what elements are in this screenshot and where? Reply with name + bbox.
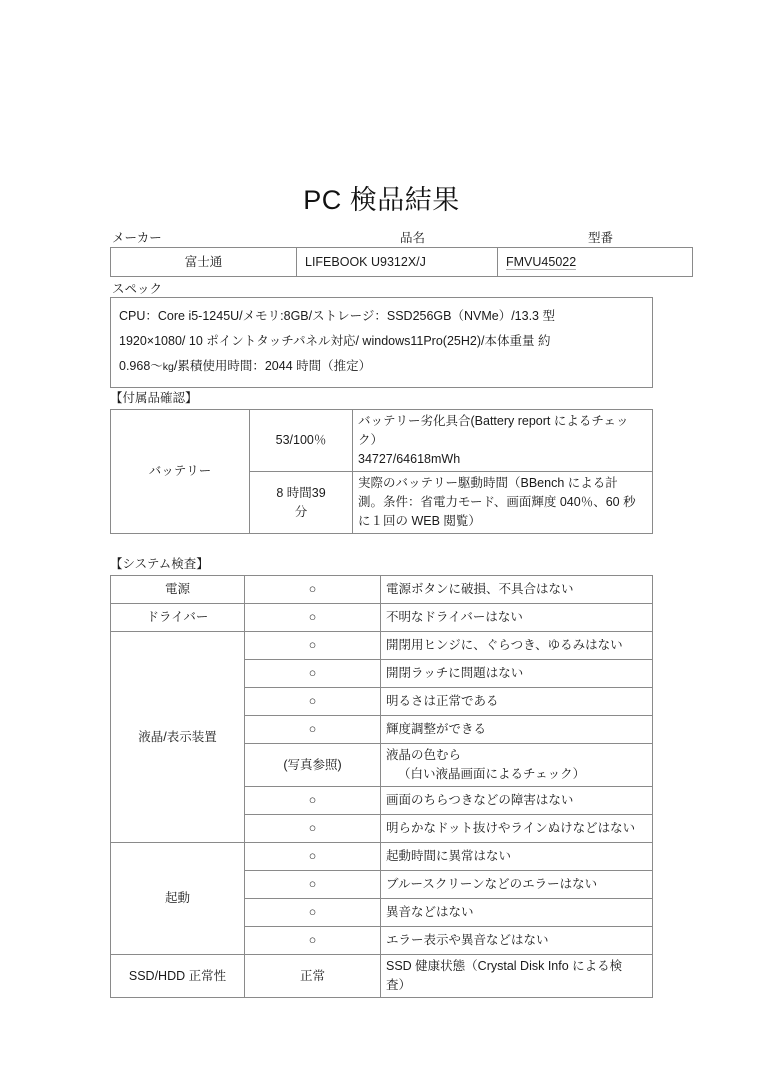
spec-line-2: 1920×1080/ 10 ポイントタッチパネル対応/ windows11Pro(25H2)/本体重量 約 xyxy=(119,334,551,348)
cell-description: 明らかなドット抜けやラインぬけなどはない xyxy=(381,815,653,843)
ok-circle-icon: ○ xyxy=(308,821,317,835)
cell-product-value: LIFEBOOK U9312X/J xyxy=(297,248,498,277)
cell-result xyxy=(245,787,381,815)
desc-line: SSD 健康状態（Crystal Disk Info による検 xyxy=(386,959,623,973)
spec-line-3-usage: /累積使用時間：2044 時間（推定） xyxy=(173,359,372,373)
cell-description: 明るさは正常である xyxy=(381,688,653,716)
ok-circle-icon: ○ xyxy=(308,849,317,863)
cell-result xyxy=(245,716,381,744)
ok-circle-icon: ○ xyxy=(308,933,317,947)
cell-result xyxy=(245,576,381,604)
cell-result xyxy=(245,815,381,843)
runtime-line: 8 時間39 xyxy=(276,485,326,500)
cell-battery-runtime-note xyxy=(353,472,653,534)
cell-description: 不明なドライバーはない xyxy=(381,604,653,632)
cell-result xyxy=(245,899,381,927)
cell-description: 異音などはない xyxy=(381,899,653,927)
spec-box xyxy=(110,297,653,388)
cell-description: 電源ボタンに破損、不具合はない xyxy=(381,576,653,604)
note-line: 測。条件：省電力モード、画面輝度 040％、60 秒 xyxy=(358,495,636,509)
desc-line: 査） xyxy=(386,978,412,992)
model-number-text: FMVU45022 xyxy=(506,254,577,269)
cell-maker-value: 富士通 xyxy=(111,248,297,277)
cell-description: エラー表示や異音などはない xyxy=(381,927,653,955)
caption-product: 品名 xyxy=(400,231,426,245)
caption-accessories: 【付属品確認】 xyxy=(110,391,198,405)
cell-result xyxy=(245,927,381,955)
ok-circle-icon: ○ xyxy=(308,793,317,807)
cell-category-storage: SSD/HDD 正常性 xyxy=(111,955,245,998)
cell-description: 画面のちらつきなどの障害はない xyxy=(381,787,653,815)
table-row xyxy=(111,843,653,871)
table-row xyxy=(111,604,653,632)
cell-result xyxy=(245,604,381,632)
spec-line-3-weight: 0.968～ xyxy=(119,359,163,373)
cell-result xyxy=(245,632,381,660)
table-row xyxy=(111,576,653,604)
system-inspection-table xyxy=(110,575,653,998)
note-line: 実際のバッテリー駆動時間（BBench による計 xyxy=(358,476,618,490)
table-row xyxy=(111,955,653,998)
page-title: PC 検品結果 xyxy=(303,185,460,215)
cell-description xyxy=(381,744,653,787)
caption-spec: スペック xyxy=(112,282,163,296)
desc-line: 液晶の色むら xyxy=(386,748,462,762)
cell-result xyxy=(245,688,381,716)
table-row xyxy=(111,248,693,277)
cell-battery-health-value: 53/100％ xyxy=(250,410,353,472)
runtime-line: 分 xyxy=(294,504,308,519)
caption-maker: メーカー xyxy=(112,231,162,245)
table-row xyxy=(111,632,653,660)
accessories-table xyxy=(110,409,653,534)
note-line: バッテリー劣化具合(Battery report によるチェッ xyxy=(358,414,629,428)
ok-circle-icon: ○ xyxy=(308,694,317,708)
cell-category-driver: ドライバー xyxy=(111,604,245,632)
spec-line-3-unit: kg xyxy=(162,361,174,373)
cell-result xyxy=(245,660,381,688)
cell-category-power: 電源 xyxy=(111,576,245,604)
ok-circle-icon: ○ xyxy=(308,905,317,919)
ok-circle-icon: ○ xyxy=(308,722,317,736)
cell-description: 輝度調整ができる xyxy=(381,716,653,744)
note-line: ク） xyxy=(358,433,384,447)
cell-result xyxy=(245,871,381,899)
ok-circle-icon: ○ xyxy=(308,877,317,891)
ok-circle-icon: ○ xyxy=(308,610,317,624)
spec-line-3 xyxy=(119,354,644,380)
note-line: に１回の WEB 閲覧） xyxy=(358,514,481,528)
cell-battery-label: バッテリー xyxy=(111,410,250,534)
ok-circle-icon: ○ xyxy=(308,582,317,596)
cell-battery-health-note xyxy=(353,410,653,472)
note-line: 34727/64618mWh xyxy=(358,452,461,466)
cell-category-display: 液晶/表示装置 xyxy=(111,632,245,843)
cell-description: 開閉ラッチに問題はない xyxy=(381,660,653,688)
cell-model-value xyxy=(498,248,693,277)
spec-line-1: CPU：Core i5-1245U/メモリ:8GB/ストレージ：SSD256GB（NVMe）/13.3 型 xyxy=(119,309,555,323)
cell-result-storage: 正常 xyxy=(245,955,381,998)
table-row xyxy=(111,410,653,472)
ok-circle-icon: ○ xyxy=(308,638,317,652)
cell-description: 開閉用ヒンジに、ぐらつき、ゆるみはない xyxy=(381,632,653,660)
cell-category-boot: 起動 xyxy=(111,843,245,955)
cell-description xyxy=(381,955,653,998)
ok-circle-icon: ○ xyxy=(308,666,317,680)
cell-result xyxy=(245,843,381,871)
cell-description: 起動時間に異常はない xyxy=(381,843,653,871)
cell-result-photo-ref: (写真参照) xyxy=(245,744,381,787)
cell-description: ブルースクリーンなどのエラーはない xyxy=(381,871,653,899)
caption-system-inspection: 【システム検査】 xyxy=(110,557,209,571)
device-info-table xyxy=(110,247,693,277)
cell-battery-runtime-value xyxy=(250,472,353,534)
desc-line: （白い液晶画面によるチェック） xyxy=(398,767,586,781)
caption-model: 型番 xyxy=(588,231,614,245)
